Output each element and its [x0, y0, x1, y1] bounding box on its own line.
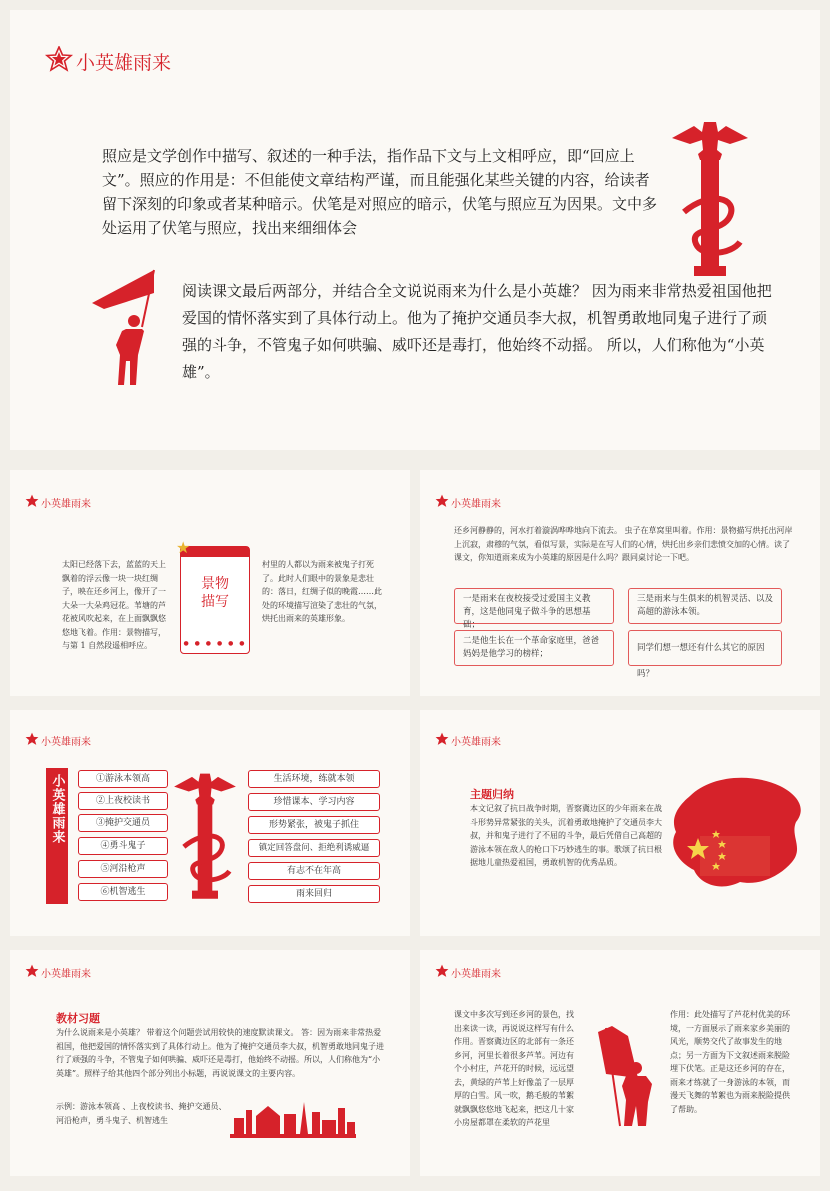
paragraph-hero-reason: 阅读课文最后两部分，并结合全文说说雨来为什么是小英雄？ 因为雨来非常热爱祖国他把爱国的情怀落实到了具体行动上。他为了掩护交通员李大叔，机智勇敢地同鬼子进行了顽强的斗争，不管鬼子如何哄骗、威吓还是毒打，他始终不动摇。 所以，人们称他为“小英雄”。	[182, 282, 772, 381]
exercise-example: 示例：游泳本领高 、上夜校读书、掩护交通员、河沿枪声，勇斗鬼子、机智逃生	[56, 1102, 227, 1125]
slide-4	[10, 710, 410, 936]
star-badge-icon	[434, 494, 450, 508]
slide-title: 小英雄雨来	[451, 499, 501, 510]
star-badge-icon	[24, 494, 40, 508]
part-pill-3: ③掩护交通员	[78, 814, 168, 832]
slide-1	[10, 10, 820, 450]
reason-box-3: 三是雨来与生俱来的机智灵活、以及高超的游泳本领。	[628, 588, 782, 624]
theme-heading: 主题归纳	[470, 788, 514, 801]
summary-pill-2: 珍惜课本、学习内容	[248, 793, 380, 811]
summary-pill-5: 有志不在年高	[248, 862, 380, 880]
river-scenery-text: 课文中多次写到还乡河的景色，找出来读一读，再说说这样写有什么作用。晋察冀边区的北部有一条还乡河，河里长着很多芦苇。河边有个小村庄，芦花开的时候，远远望去，黄绿的芦苇上好像盖了一层厚厚的白雪。风一吹，鹅毛般的苇絮就飘飘悠悠地飞起来，把这几十家小房屋都罩在柔软的芦花里	[454, 1010, 574, 1127]
slide-title: 小英雄雨来	[451, 969, 501, 980]
part-pill-6: ⑥机智逃生	[78, 883, 168, 901]
reason-box-1: 一是雨来在夜校接受过爱国主义教育，这是他同鬼子做斗争的思想基础；	[454, 588, 614, 624]
slide-title: 小英雄雨来	[41, 499, 91, 510]
star-badge-icon	[434, 964, 450, 978]
slide-5	[420, 710, 820, 936]
slide-title: 小英雄雨来	[451, 737, 501, 748]
slide-7	[420, 950, 820, 1176]
scenery-card	[180, 546, 250, 654]
scenery-text-right: 村里的人都以为雨来被鬼子打死了。此时人们眼中的景象是悲壮的：落日，红绸子似的晚霞……此处的环境描写渲染了悲壮的气氛，烘托出雨来的英雄形象。	[262, 560, 382, 623]
river-intro-text: 还乡河静静的，河水打着漩涡哗哗地向下流去。 虫子在草窝里叫着。作用：景物描写烘托出河岸上沉寂，肃穆的气氛，看似写景，实际是在写人们的心情，烘托出乡亲们悲愤交加的心情。读了课文，你知道雨来成为小英雄的原因是什么吗？跟同桌讨论一下吧。	[454, 526, 793, 562]
summary-pill-6: 雨来回归	[248, 885, 380, 903]
exercise-heading: 教材习题	[56, 1012, 100, 1025]
vertical-title: 小英雄雨来	[49, 774, 65, 844]
star-badge-icon	[24, 732, 40, 746]
slide-title: 小英雄雨来	[76, 52, 172, 74]
huabiao-pillar-icon	[172, 772, 238, 902]
theme-text: 本文记叙了抗日战争时期，晋察冀边区的少年雨来在战斗形势异常紧张的关头，沉着勇敢地掩护了交通员李大叔，并和鬼子进行了不屈的斗争，最后凭借自己高超的游泳本领在敌人的枪口下巧妙逃生的事。歌颂了抗日根据地儿童热爱祖国，勇敢机智的优秀品质。	[470, 804, 662, 867]
summary-pill-4: 镇定回答盘问、拒绝利诱威逼	[248, 839, 380, 857]
soldier-flag-icon	[88, 265, 178, 390]
part-pill-1: ①游泳本领高	[78, 770, 168, 788]
star-badge-icon	[434, 732, 450, 746]
huabiao-pillar-icon	[670, 120, 750, 280]
part-pill-4: ④勇斗鬼子	[78, 837, 168, 855]
slide-3	[420, 470, 820, 696]
dots-decoration: ● ● ● ● ● ●	[183, 640, 247, 647]
reason-box-2: 二是他生长在一个革命家庭里，爸爸妈妈是他学习的榜样；	[454, 630, 614, 666]
river-effect-text: 作用：此处描写了芦花村优美的环境，一方面展示了雨来家乡美丽的风光，顺势交代了故事发生的地点；另一方面为下文叙述雨来脱险埋下伏笔。正是这还乡河的存在，雨来才练就了一身游泳的本领，而漫天飞舞的苇絮也为雨来脱险提供了帮助。	[670, 1010, 790, 1114]
reason-box-question: 同学们想一想还有什么其它的原因吗？	[628, 630, 782, 666]
exercise-text: 为什么说雨来是小英雄？ 带着这个问题尝试用较快的速度默读课文。 答：因为雨来非常热爱祖国，他把爱国的情怀落实到了具体行动上。他为了掩护交通员李大叔，机智勇敢地同鬼子进行了顽强的斗争，不管鬼子如何哄骗、威吓还是毒打，他始终不动摇。所以，人们称他为“小英雄”。照样子给其他四个部分列出小标题，再说说课文的主要内容。	[56, 1028, 384, 1078]
star-badge-icon	[24, 964, 40, 978]
slide-6	[10, 950, 410, 1176]
slide-2	[10, 470, 410, 696]
slide-title: 小英雄雨来	[41, 737, 91, 748]
soldier-flag-icon	[592, 1022, 664, 1132]
summary-pill-3: 形势紧张，被鬼子抓住	[248, 816, 380, 834]
slide-title: 小英雄雨来	[41, 969, 91, 980]
part-pill-5: ⑤河沿枪声	[78, 860, 168, 878]
part-pill-2: ②上夜校读书	[78, 792, 168, 810]
vertical-title-bar	[46, 768, 68, 904]
gold-star-icon: ★	[176, 538, 191, 557]
star-badge-icon	[44, 46, 74, 72]
paragraph-foreshadowing: 照应是文学创作中描写、叙述的一种手法，指作品下文与上文相呼应，即“回应上文”。照应的作用是：不但能使文章结构严谨，而且能强化某些关键的内容，给读者留下深刻的印象或者某种暗示。伏笔是对照应的暗示，伏笔与照应互为因果。文中多处运用了伏笔与照应，找出来细细体会	[102, 147, 658, 237]
scenery-card-label: 景物描写	[201, 576, 229, 610]
summary-pill-1: 生活环境，练就本领	[248, 770, 380, 788]
scenery-text-left: 太阳已经落下去，蓝蓝的天上飘着的浮云像一块一块红绸子，映在还乡河上，像开了一大朵一大朵鸡冠花。苇塘的芦花被风吹起来，在上面飘飘悠悠地飞着。作用：景物描写，与第 1 自然段遥相呼应。	[62, 560, 166, 650]
city-skyline-icon	[230, 1098, 356, 1138]
china-map-flag-icon	[660, 766, 810, 906]
